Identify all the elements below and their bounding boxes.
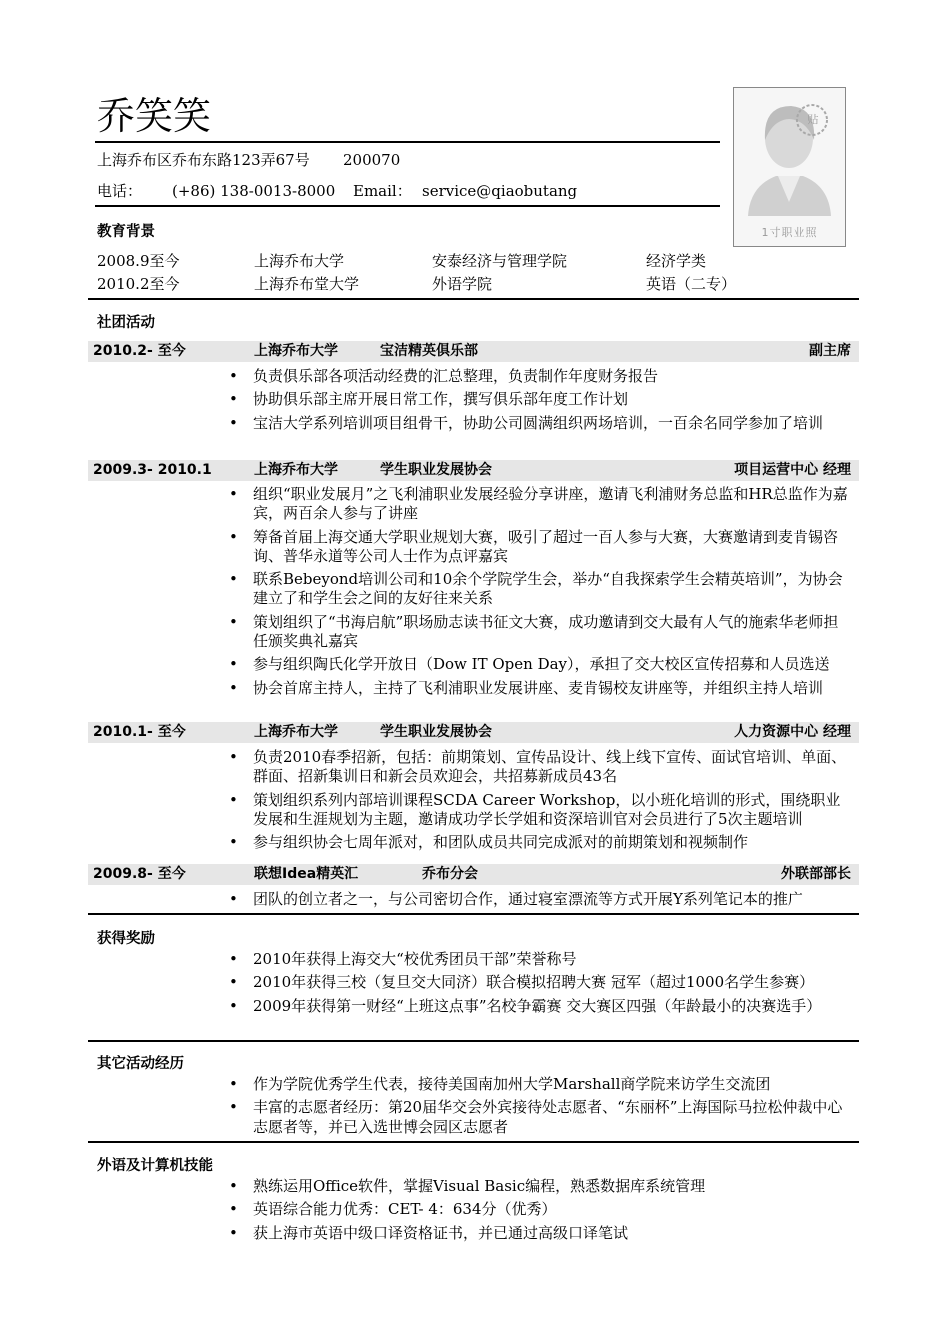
list-item: • 参与组织陶氏化学开放日（Dow IT Open Day），承担了交大校区宣传招募和人员选送 bbox=[229, 655, 851, 674]
list-item: • 熟练运用Office软件，掌握Visual Basic编程，熟悉数据库系统管理 bbox=[229, 1177, 851, 1196]
club-date: 2009.8- 至今 bbox=[93, 866, 186, 882]
list-item: • 负责俱乐部各项活动经费的汇总整理，负责制作年度财务报告 bbox=[229, 367, 851, 386]
club-bullet-list bbox=[229, 748, 851, 856]
list-item: • 联系Bebeyond培训公司和10余个学院学生会，举办“自我探索学生会精英培训”，为协会建立了和学生会之间的友好往来关系 bbox=[229, 570, 851, 609]
club-date: 2009.3- 2010.1 bbox=[93, 462, 212, 478]
list-item: • 策划组织了“书海启航”职场励志读书征文大赛，成功邀请到交大最有人气的施索华老师担任颁奖典礼嘉宾 bbox=[229, 613, 851, 652]
edu-school: 上海乔布大学 bbox=[254, 252, 345, 270]
edu-major: 经济学类 bbox=[646, 252, 707, 270]
list-item: • 2010年获得上海交大“校优秀团员干部”荣誉称号 bbox=[229, 950, 851, 969]
section-divider bbox=[88, 298, 859, 300]
club-role: 人力资源中心 经理 bbox=[734, 724, 851, 740]
edu-date: 2008.9至今 bbox=[97, 252, 180, 270]
club-name: 学生职业发展协会 bbox=[380, 724, 492, 740]
club-role: 项目运营中心 经理 bbox=[734, 462, 851, 478]
candidate-name: 乔笑笑 bbox=[97, 94, 212, 138]
section-title-awards: 获得奖励 bbox=[97, 931, 155, 947]
list-item: • 丰富的志愿者经历：第20届华交会外宾接待处志愿者、“东丽杯”上海国际马拉松仲裁中心志愿者等，并已入选世博会园区志愿者 bbox=[229, 1098, 851, 1137]
other-bullet-list bbox=[229, 1075, 851, 1141]
section-divider bbox=[88, 1141, 859, 1143]
club-name: 学生职业发展协会 bbox=[380, 462, 492, 478]
edu-college: 外语学院 bbox=[432, 275, 493, 293]
club-date: 2010.2- 至今 bbox=[93, 343, 186, 359]
header-rule-bottom bbox=[95, 205, 720, 207]
phone-label: 电话： bbox=[97, 182, 143, 200]
list-item: • 团队的创立者之一，与公司密切合作，通过寝室漂流等方式开展Y系列笔记本的推广 bbox=[229, 890, 851, 909]
section-title-skills: 外语及计算机技能 bbox=[97, 1158, 213, 1174]
club-role: 外联部部长 bbox=[781, 866, 851, 882]
list-item: • 获上海市英语中级口译资格证书，并已通过高级口译笔试 bbox=[229, 1224, 851, 1243]
person-silhouette-icon bbox=[734, 88, 845, 246]
edu-college: 安泰经济与管理学院 bbox=[432, 252, 568, 270]
photo-placeholder bbox=[733, 87, 846, 247]
phone-number: (+86) 138-0013-8000 bbox=[172, 182, 336, 200]
list-item: • 筹备首届上海交通大学职业规划大赛，吸引了超过一百人参与大赛，大赛邀请到麦肯锡咨询、普华永道等公司人士作为点评嘉宾 bbox=[229, 528, 851, 567]
section-title-clubs: 社团活动 bbox=[97, 315, 155, 331]
club-name: 乔布分会 bbox=[422, 866, 478, 882]
club-name: 宝洁精英俱乐部 bbox=[380, 343, 478, 359]
club-org: 联想Idea精英汇 bbox=[254, 866, 359, 882]
list-item: • 协助俱乐部主席开展日常工作，撰写俱乐部年度工作计划 bbox=[229, 390, 851, 409]
club-date: 2010.1- 至今 bbox=[93, 724, 186, 740]
edu-major: 英语（二专） bbox=[646, 275, 737, 293]
photo-stamp: 贴 bbox=[807, 113, 819, 126]
list-item: • 宝洁大学系列培训项目组骨干，协助公司圆满组织两场培训，一百余名同学参加了培训 bbox=[229, 414, 851, 433]
list-item: • 作为学院优秀学生代表，接待美国南加州大学Marshall商学院来访学生交流团 bbox=[229, 1075, 851, 1094]
email-address[interactable]: service@qiaobutang bbox=[422, 182, 578, 200]
section-title-other: 其它活动经历 bbox=[97, 1056, 184, 1072]
section-divider bbox=[88, 1040, 859, 1042]
club-entry-header bbox=[88, 460, 859, 481]
edu-school: 上海乔布堂大学 bbox=[254, 275, 360, 293]
photo-caption: 1寸职业照 bbox=[761, 226, 818, 239]
header-rule-top bbox=[95, 141, 720, 143]
club-entry-header bbox=[88, 864, 859, 885]
section-divider bbox=[88, 913, 859, 915]
section-title-education: 教育背景 bbox=[97, 224, 155, 240]
club-entry-header bbox=[88, 722, 859, 743]
list-item: • 负责2010春季招新，包括：前期策划、宣传品设计、线上线下宣传、面试官培训、单面、群面、招新集训日和新会员欢迎会，共招募新成员43名 bbox=[229, 748, 851, 787]
club-org: 上海乔布大学 bbox=[254, 724, 338, 740]
club-org: 上海乔布大学 bbox=[254, 462, 338, 478]
list-item: • 2009年获得第一财经“上班这点事”名校争霸赛 交大赛区四强（年龄最小的决赛选手） bbox=[229, 997, 851, 1016]
list-item: • 组织“职业发展月”之飞利浦职业发展经验分享讲座，邀请飞利浦财务总监和HR总监作为嘉宾，两百余人参与了讲座 bbox=[229, 485, 851, 524]
skills-bullet-list bbox=[229, 1177, 851, 1247]
club-bullet-list bbox=[229, 367, 851, 437]
edu-date: 2010.2至今 bbox=[97, 275, 180, 293]
list-item: • 2010年获得三校（复旦交大同济）联合模拟招聘大赛 冠军（超过1000名学生参赛） bbox=[229, 973, 851, 992]
club-org: 上海乔布大学 bbox=[254, 343, 338, 359]
list-item: • 协会首席主持人，主持了飞利浦职业发展讲座、麦肯锡校友讲座等，并组织主持人培训 bbox=[229, 679, 851, 698]
club-bullet-list bbox=[229, 890, 851, 913]
postcode: 200070 bbox=[343, 151, 401, 169]
club-role: 副主席 bbox=[809, 343, 851, 359]
list-item: • 参与组织协会七周年派对，和团队成员共同完成派对的前期策划和视频制作 bbox=[229, 833, 851, 852]
club-bullet-list bbox=[229, 485, 851, 702]
awards-bullet-list bbox=[229, 950, 851, 1020]
list-item: • 策划组织系列内部培训课程SCDA Career Workshop，以小班化培训的形式，围绕职业发展和生涯规划为主题，邀请成功学长学姐和资深培训官对会员进行了5次主题培训 bbox=[229, 791, 851, 830]
address: 上海乔布区乔布东路123弄67号 bbox=[97, 151, 310, 169]
email-label: Email： bbox=[353, 182, 412, 200]
list-item: • 英语综合能力优秀：CET- 4：634分（优秀） bbox=[229, 1200, 851, 1219]
club-entry-header bbox=[88, 341, 859, 362]
